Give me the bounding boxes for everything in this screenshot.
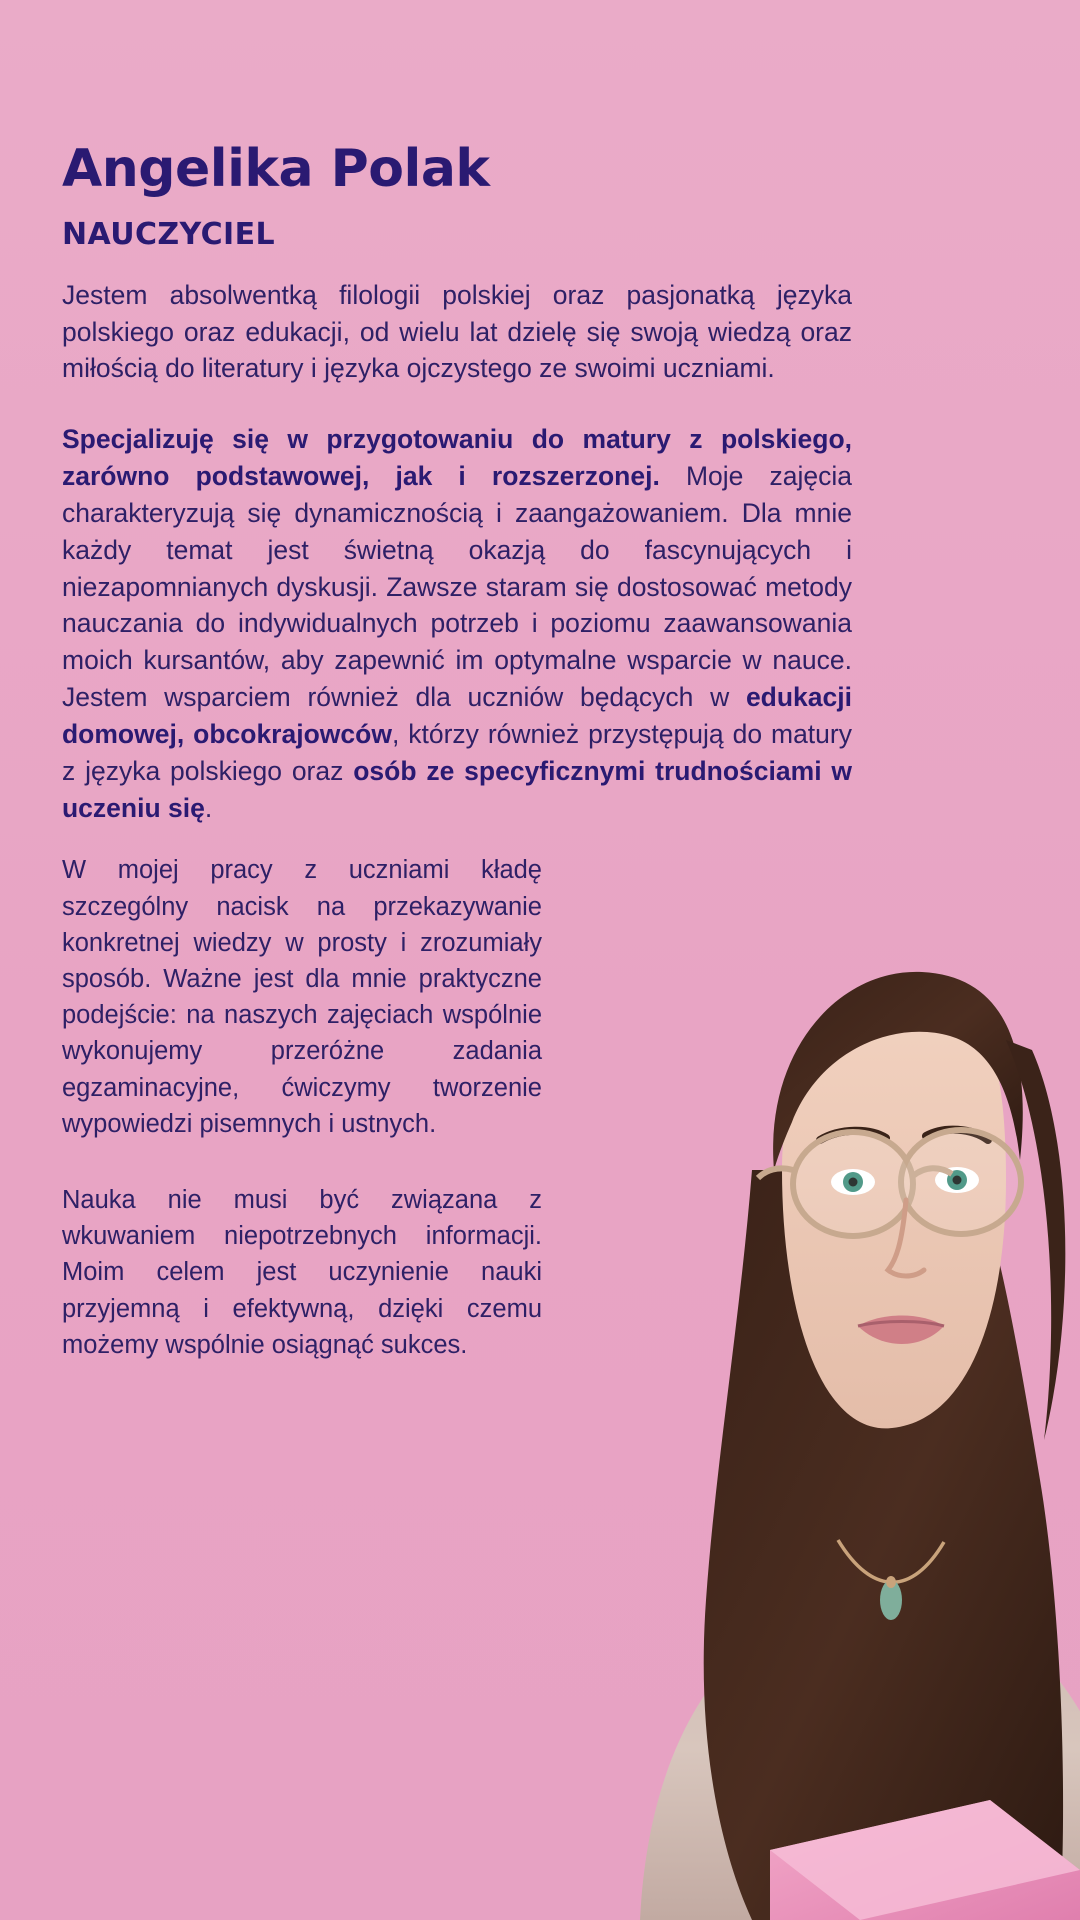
spec-text-1: Moje zajęcia charakteryzują się dynamicznością i zaangażowaniem. Dla mnie każdy temat jest świetną okazją do fascynujących i niezapomnianych dyskusji. Zawsze staram się dostosować metody nauczania do indywidualnych potrzeb i poziomu zaawansowania moich kursantów, aby zapewnić im optymalne wsparcie w nauce. Jestem wsparciem również dla uczniów będących w (62, 461, 852, 713)
intro-paragraph: Jestem absolwentką filologii polskiej oraz pasjonatką języka polskiego oraz edukacji, od wielu lat dzielę się swoją wiedzą oraz miłością do literatury i języka ojczystego ze swoimi uczniami. (62, 279, 852, 384)
specialization-block (62, 421, 852, 826)
spec-bold-1: Specjalizuję się w przygotowaniu do matury z polskiego, zarówno podstawowej, jak i rozszerzonej. (62, 424, 852, 492)
profile-text-column (62, 140, 1017, 1403)
method-block (62, 852, 542, 1363)
page-title: Angelika Polak (62, 139, 490, 199)
spec-text-3: . (204, 792, 213, 823)
intro-block (62, 277, 852, 387)
practice-paragraph: W mojej pracy z uczniami kładę szczególny nacisk na przekazywanie konkretnej wiedzy w prosty i zrozumiały sposób. Ważne jest dla mnie praktyczne podejście: na naszych zajęciach wspólnie wykonujemy przeróżne zadania egzaminacyjne, ćwiczymy tworzenie wypowiedzi pisemnych i ustnych. (62, 856, 542, 1138)
spec-bold-2: edukacji domowej, obcokrajowców (62, 682, 852, 749)
spec-bold-3: osób ze specyficznymi trudnościami w uczeniu się (62, 755, 852, 823)
spec-text-2: , którzy również przystępują do matury z języka polskiego oraz (62, 718, 852, 786)
specialization-paragraph (62, 421, 852, 826)
goal-paragraph: Nauka nie musi być związana z wkuwaniem niepotrzebnych informacji. Moim celem jest uczynienie nauki przyjemną i efektywną, dzięki czemu możemy wspólnie osiągnąć sukces. (62, 1186, 542, 1359)
role-subtitle: NAUCZYCIEL (62, 216, 275, 252)
